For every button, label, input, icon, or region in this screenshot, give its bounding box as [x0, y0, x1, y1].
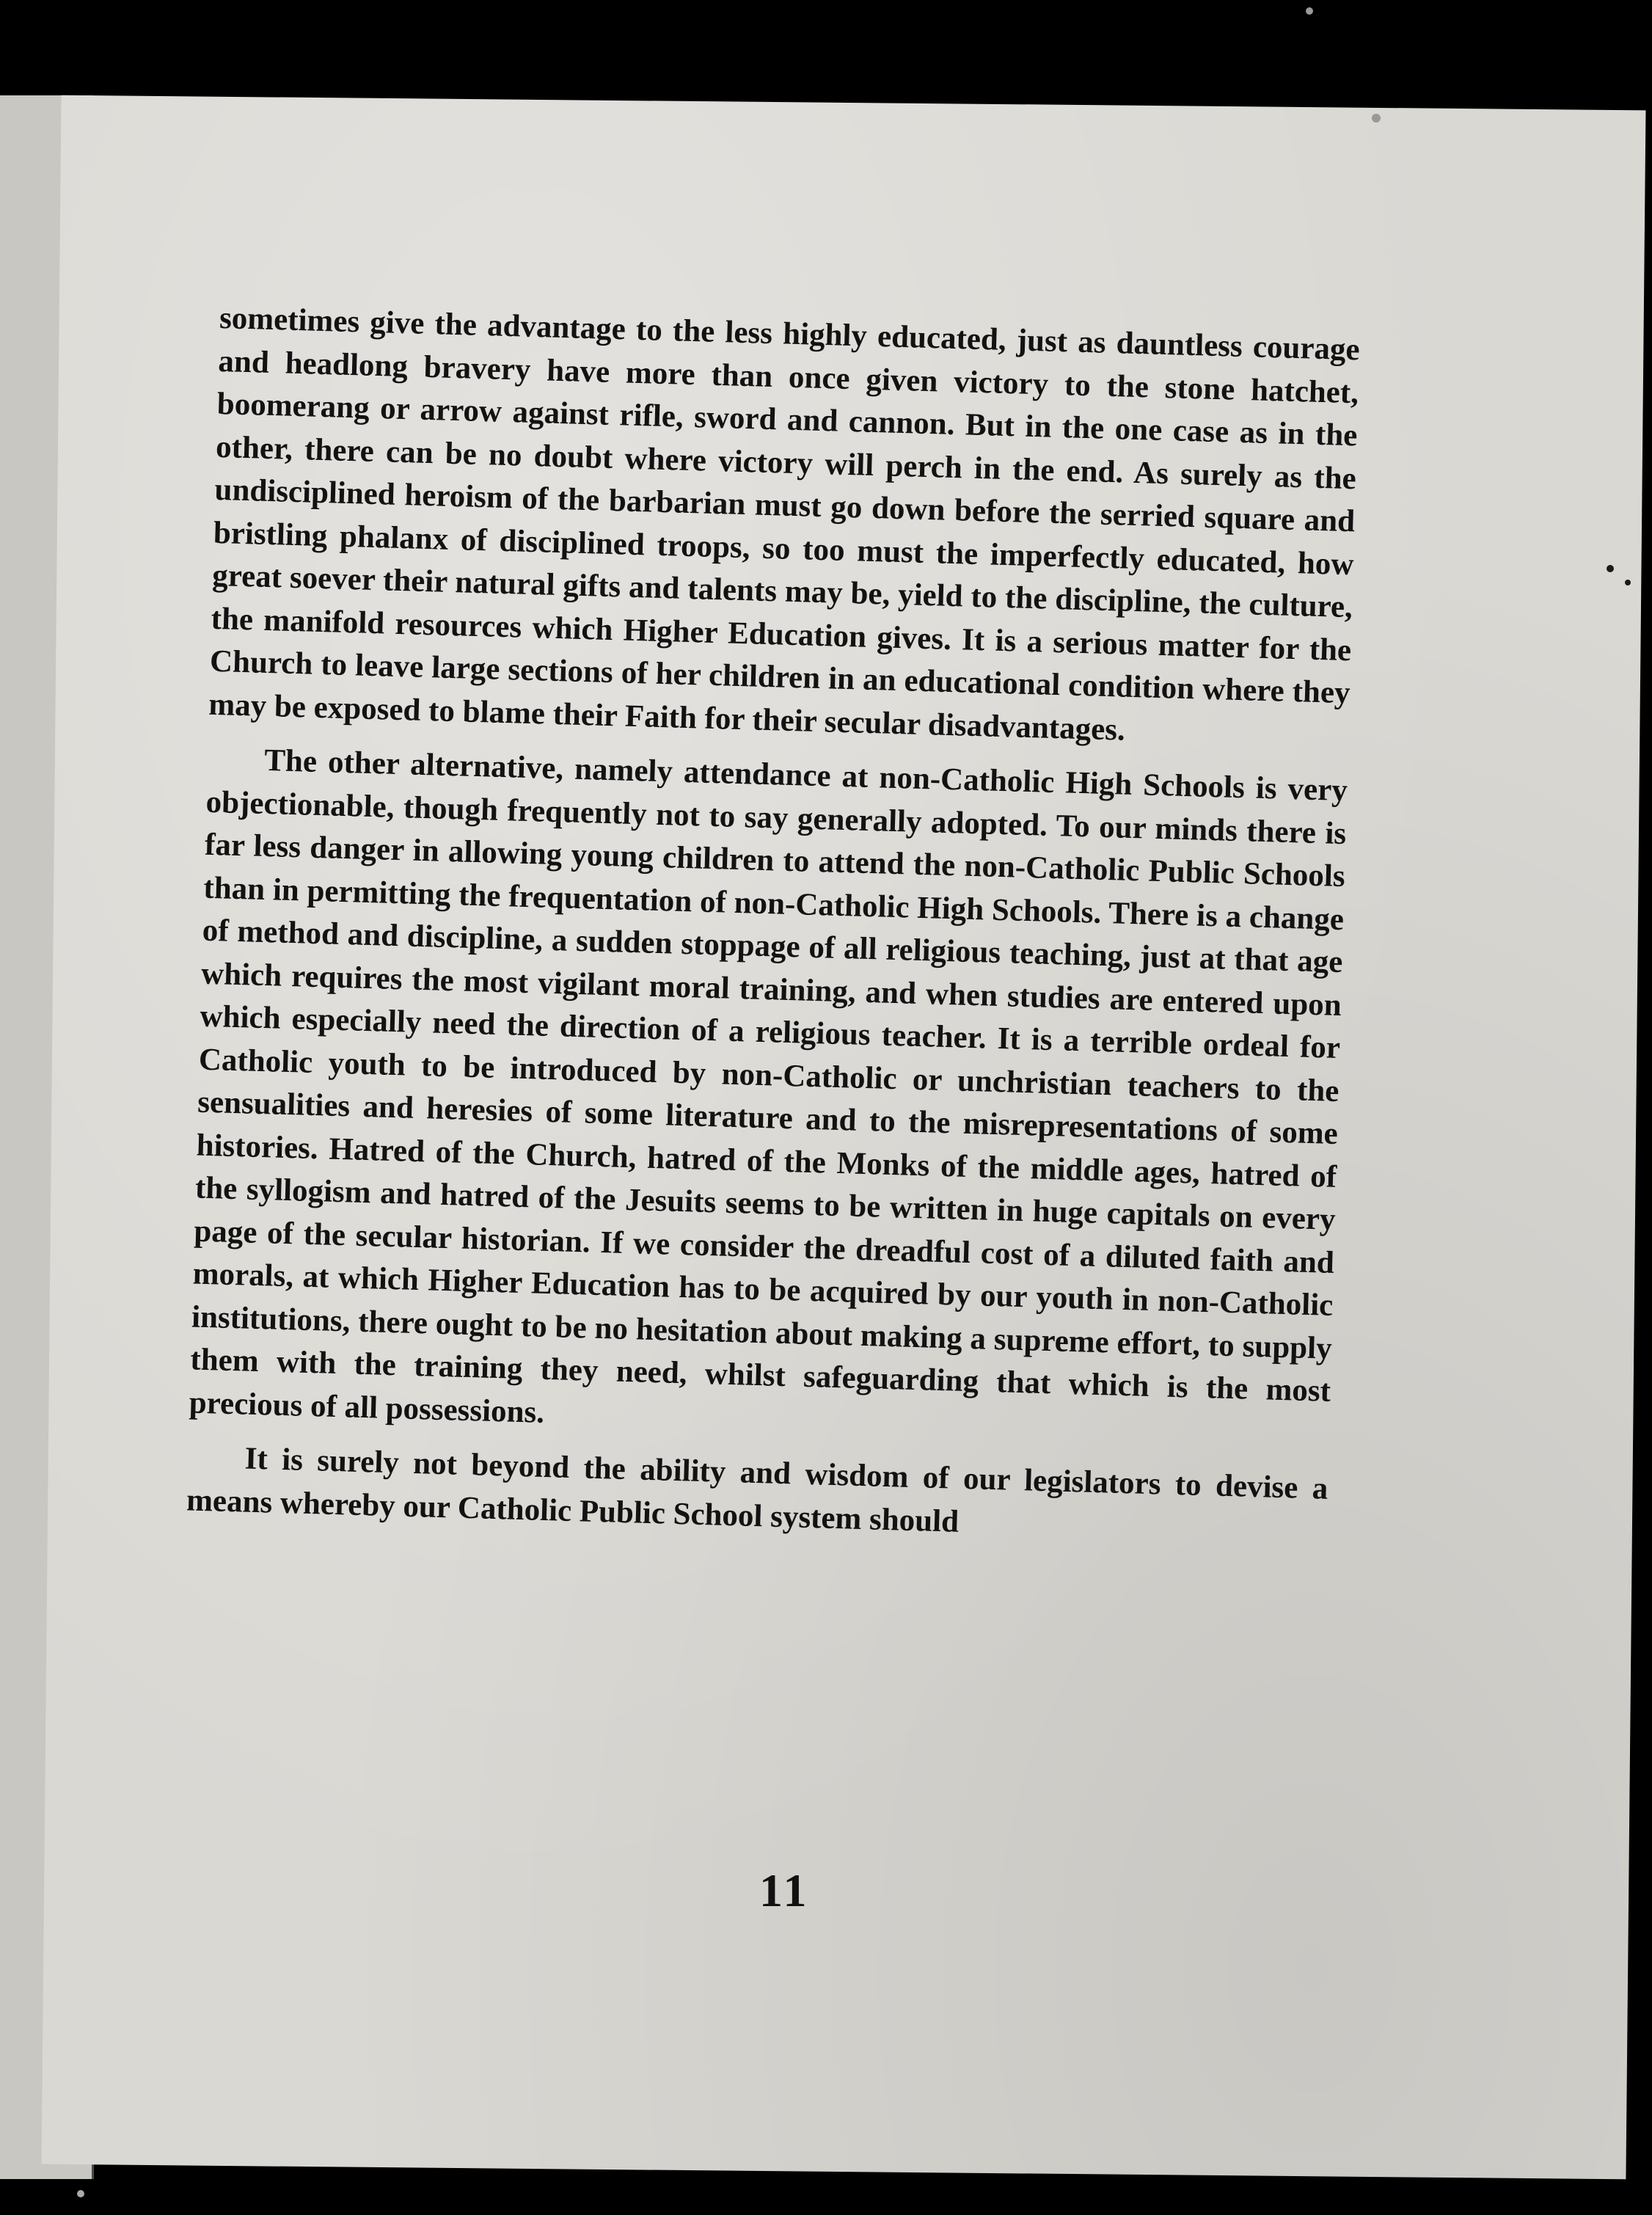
paragraph-2: The other alternative, namely attendance at non-Catholic High Schools is very objectionable, though frequently not to say generally adopted. To our minds there is far less danger in allowing young children to attend the non-Catholic Public Schools than in permitting the frequentation of non-Catholic High Schools. There is a change of method and discipline, a sudden stoppage of all religious teaching, just at that age which requires the most vigilant moral training, and when studies are entered upon which especially need the direction of a religious teacher. It is a terrible ordeal for Catholic youth to be introduced by non-Catholic or unchristian teachers to the sensualities and heresies of some literature and to the misrepresentations of some histories. Hatred of the Church, hatred of the Monks of the middle ages, hatred of the syllogism and hatred of the Jesuits seems to be written in huge capitals on every page of the secular historian. If we consider the dreadful cost of a diluted faith and morals, at which Higher Education has to be acquired by our youth in non-Catholic institutions, there ought to be no hesitation about making a supreme effort, to supply them with the training they need, whilst safeguarding that which is the most precious of all possessions. — [189, 742, 1348, 1430]
paragraph-3: It is surely not beyond the ability and wisdom of our legislators to devise a means whereby our Catholic Public School system should — [186, 1441, 1328, 1539]
scan-speck — [1372, 114, 1381, 123]
page-number: 11 — [759, 1864, 810, 1916]
body-text — [186, 297, 1360, 1566]
scan-speck — [1607, 565, 1614, 572]
scan-speck — [77, 2190, 84, 2197]
paragraph-1: sometimes give the advantage to the less highly educated, just as dauntless courage and headlong bravery have more than once given victory to the stone hatchet, boomerang or arrow against rifle, sword and cannon. But in the one case as in the other, there can be no doubt where victory will perch in the end. As surely as the undisciplined heroism of the barbarian must go down before the serried square and bristling phalanx of disciplined troops, so too must the imperfectly educated, how great soever their natural gifts and talents may be, yield to the discipline, the culture, the manifold resources which Higher Education gives. It is a serious matter for the Church to leave large sections of her children in an educational condition where they may be exposed to blame their Faith for their secular disadvantages. — [208, 300, 1361, 748]
scan-speck — [1625, 580, 1631, 585]
scan-speck — [1306, 7, 1313, 15]
